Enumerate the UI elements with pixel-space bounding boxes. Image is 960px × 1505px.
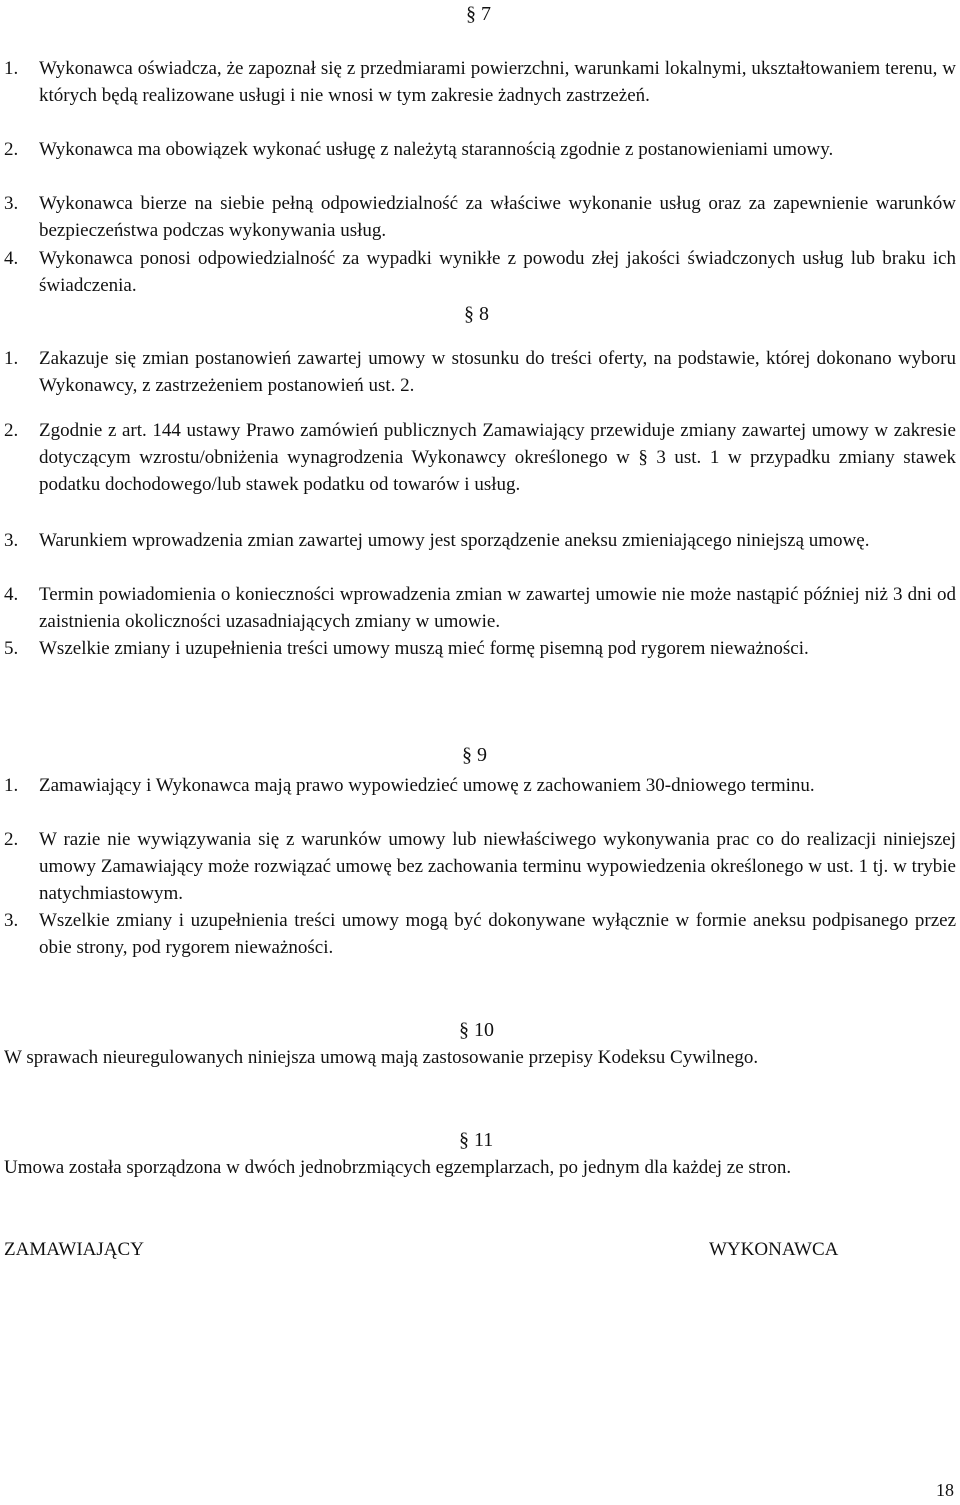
item-text: Wykonawca ponosi odpowiedzialność za wypadki wynikłe z powodu złej jakości świadczonych usług lub braku ich świadczenia. bbox=[39, 248, 956, 296]
item-text: Wykonawca bierze na siebie pełną odpowiedzialność za właściwe wykonanie usług oraz za zapewnienie warunków bezpieczeństwa podczas wykonywania usług. bbox=[39, 193, 956, 241]
section-9-item-2 bbox=[4, 826, 956, 907]
item-text: Zamawiający i Wykonawca mają prawo wypowiedzieć umowę z zachowaniem 30-dniowego terminu. bbox=[39, 775, 815, 796]
section-8-item-1 bbox=[4, 345, 956, 399]
item-text: Zakazuje się zmian postanowień zawartej umowy w stosunku do treści oferty, na podstawie, której dokonano wyboru Wykonawcy, z zastrzeżeniem postanowień ust. 2. bbox=[39, 348, 956, 396]
section-7-item-2 bbox=[4, 136, 956, 163]
section-7-item-4 bbox=[4, 245, 956, 299]
item-text: Warunkiem wprowadzenia zmian zawartej umowy jest sporządzenie aneksu zmieniającego niniejszą umowę. bbox=[39, 530, 870, 551]
page-number: 18 bbox=[936, 1480, 954, 1500]
section-8-heading: § 8 bbox=[464, 303, 489, 325]
item-number: 4. bbox=[4, 584, 19, 605]
section-7-heading: § 7 bbox=[466, 3, 491, 25]
section-10-heading: § 10 bbox=[459, 1019, 494, 1041]
item-text: Wykonawca oświadcza, że zapoznał się z przedmiarami powierzchni, warunkami lokalnymi, ukształtowaniem terenu, w których będą realizowane usługi i nie wnosi w tym zakresie żadnych zastrzeżeń. bbox=[39, 58, 956, 106]
item-number: 1. bbox=[4, 58, 19, 79]
section-8-item-3 bbox=[4, 527, 956, 554]
section-7-item-1 bbox=[4, 55, 956, 109]
item-number: 3. bbox=[4, 193, 19, 214]
item-number: 5. bbox=[4, 638, 19, 659]
item-text: Wykonawca ma obowiązek wykonać usługę z należytą starannością zgodnie z postanowieniami umowy. bbox=[39, 139, 834, 160]
section-8-item-4 bbox=[4, 581, 956, 635]
item-text: Wszelkie zmiany i uzupełnienia treści umowy muszą mieć formę pisemną pod rygorem nieważności. bbox=[39, 638, 809, 659]
signature-client-label: ZAMAWIAJĄCY bbox=[4, 1239, 144, 1260]
section-9-heading: § 9 bbox=[462, 744, 487, 766]
section-9-item-3 bbox=[4, 907, 956, 961]
item-number: 1. bbox=[4, 348, 19, 369]
item-text: W razie nie wywiązywania się z warunków umowy lub niewłaściwego wykonywania prac co do realizacji niniejszej umowy Zamawiający może rozwiązać umowę bez zachowania terminu wypowiedzenia określonego w ust. 1 tj. w trybie natychmiastowym. bbox=[39, 829, 956, 904]
item-number: 3. bbox=[4, 530, 19, 551]
item-number: 2. bbox=[4, 139, 19, 160]
section-7-item-3 bbox=[4, 190, 956, 244]
section-10-text: W sprawach nieuregulowanych niniejsza umową mają zastosowanie przepisy Kodeksu Cywilnego. bbox=[4, 1047, 759, 1068]
item-number: 1. bbox=[4, 775, 19, 796]
item-number: 4. bbox=[4, 248, 19, 269]
item-text: Zgodnie z art. 144 ustawy Prawo zamówień publicznych Zamawiający przewiduje zmiany zawartej umowy w zakresie dotyczącym wzrostu/obniżenia wynagrodzenia Wykonawcy określonego w § 3 ust. 1 w przypadku zmiany stawek podatku dochodowego/lub stawek podatku od towarów i usług. bbox=[39, 420, 956, 495]
item-text: Termin powiadomienia o konieczności wprowadzenia zmian w zawartej umowie nie może nastąpić później niż 3 dni od zaistnienia okoliczności uzasadniających zmiany w umowie. bbox=[39, 584, 956, 632]
item-number: 2. bbox=[4, 420, 19, 441]
section-11-text: Umowa została sporządzona w dwóch jednobrzmiących egzemplarzach, po jednym dla każdej ze stron. bbox=[4, 1157, 792, 1178]
item-text: Wszelkie zmiany i uzupełnienia treści umowy mogą być dokonywane wyłącznie w formie aneksu podpisanego przez obie strony, pod rygorem nieważności. bbox=[39, 910, 956, 958]
section-11-heading: § 11 bbox=[459, 1129, 494, 1151]
item-number: 3. bbox=[4, 910, 19, 931]
section-8-item-5 bbox=[4, 635, 956, 662]
section-9-item-1 bbox=[4, 772, 956, 799]
section-8-item-2 bbox=[4, 417, 956, 498]
signature-contractor-label: WYKONAWCA bbox=[709, 1239, 839, 1260]
item-number: 2. bbox=[4, 829, 19, 850]
